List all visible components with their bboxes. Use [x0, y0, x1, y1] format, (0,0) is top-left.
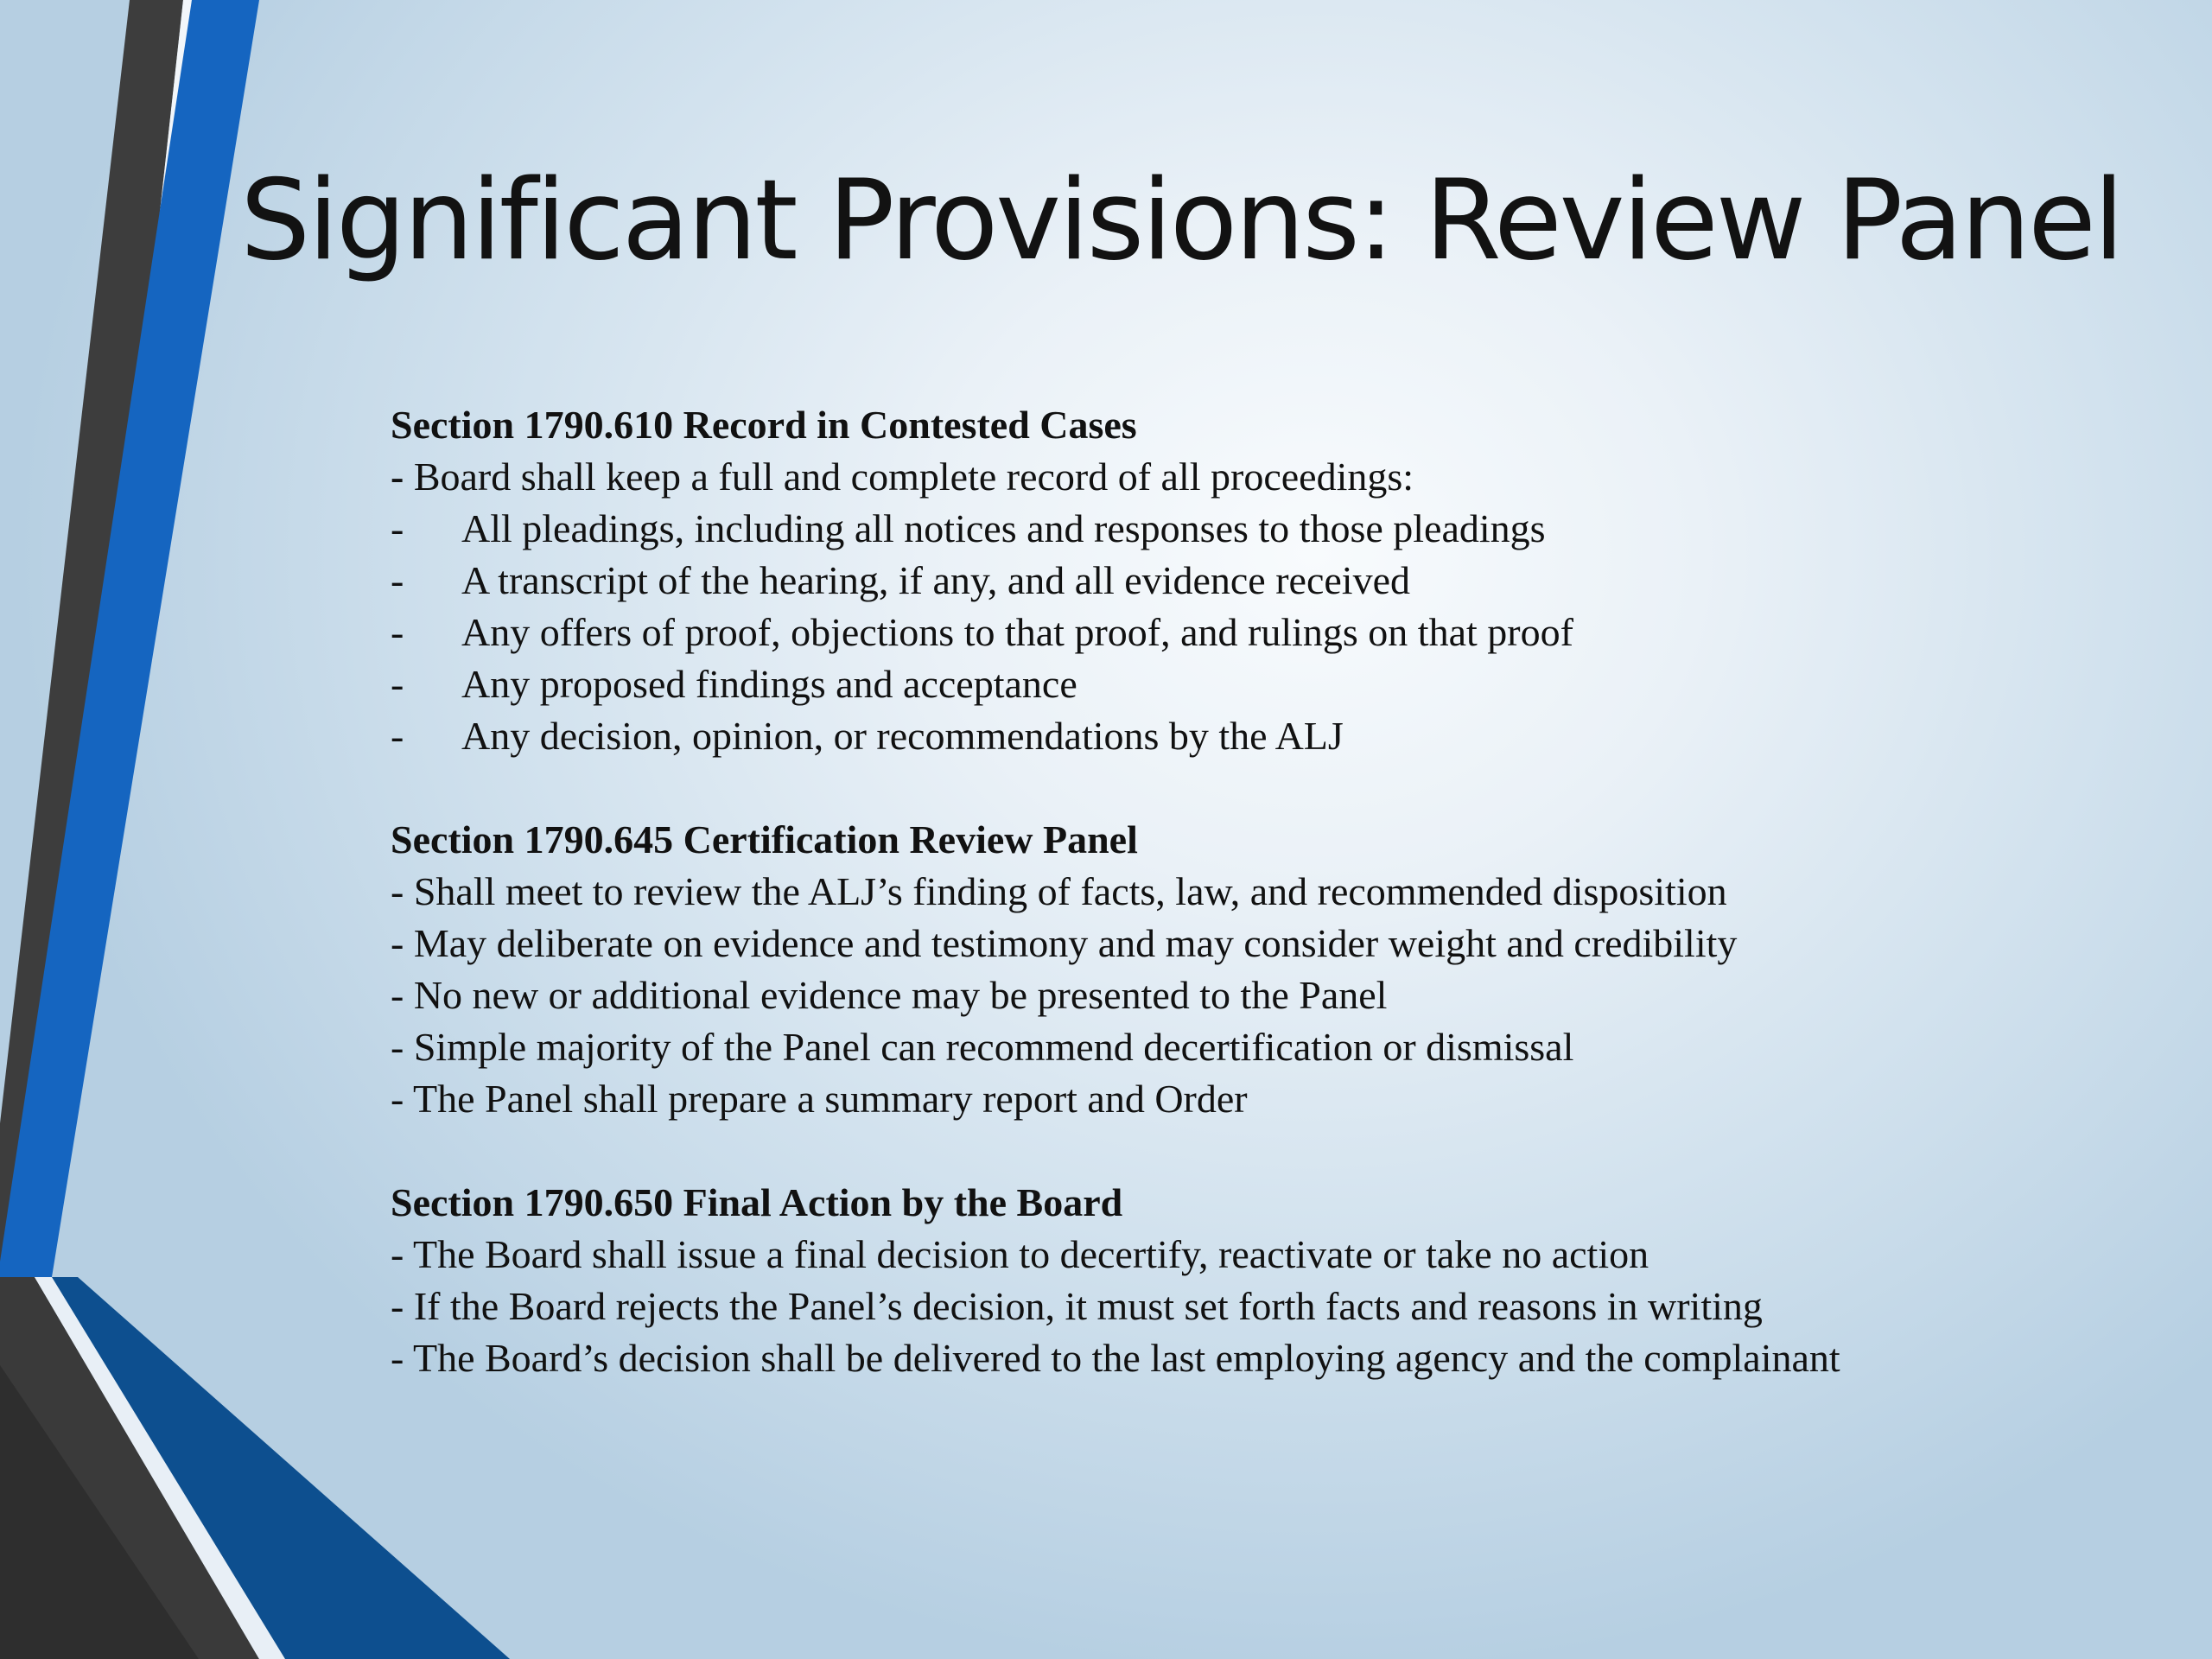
list-item: - The Panel shall prepare a summary report and Order	[391, 1077, 1248, 1121]
dash: -	[391, 454, 414, 499]
dash: -	[391, 714, 404, 758]
list-item-text: Any decision, opinion, or recommendations by the ALJ	[461, 714, 1344, 758]
dash: -	[391, 610, 404, 654]
dash: -	[391, 662, 404, 706]
list-item	[391, 555, 2119, 607]
list-item-text: Any proposed findings and acceptance	[461, 662, 1077, 706]
list-item: - The Board’s decision shall be delivered to the last employing agency and the complainant	[391, 1336, 1840, 1380]
section-1790-645	[391, 814, 2119, 1125]
list-item	[391, 607, 2119, 658]
section-1790-610	[391, 399, 2119, 762]
list-item: - No new or additional evidence may be presented to the Panel	[391, 973, 1388, 1017]
list-item	[391, 658, 2119, 710]
dash: -	[391, 558, 404, 602]
list-item-text: All pleadings, including all notices and responses to those pleadings	[461, 506, 1546, 550]
section-heading: Section 1790.650 Final Action by the Board	[391, 1180, 1123, 1224]
list-item	[391, 503, 2119, 555]
slide-title: Significant Provisions: Review Panel	[240, 156, 2122, 285]
list-item: - Shall meet to review the ALJ’s finding of facts, law, and recommended disposition	[391, 869, 1727, 913]
list-item-text: A transcript of the hearing, if any, and all evidence received	[461, 558, 1410, 602]
section-heading: Section 1790.645 Certification Review Panel	[391, 817, 1138, 861]
section-intro-text: Board shall keep a full and complete record of all proceedings:	[413, 454, 1414, 499]
list-item	[391, 710, 2119, 762]
list-item: - The Board shall issue a final decision to decertify, reactivate or take no action	[391, 1232, 1649, 1276]
list-item: - Simple majority of the Panel can recommend decertification or dismissal	[391, 1025, 1574, 1069]
section-intro	[391, 451, 2119, 503]
slide-body	[391, 399, 2119, 1436]
list-item: - If the Board rejects the Panel’s decision, it must set forth facts and reasons in writing	[391, 1284, 1763, 1328]
section-heading: Section 1790.610 Record in Contested Cases	[391, 403, 1137, 447]
list-item: - May deliberate on evidence and testimony and may consider weight and credibility	[391, 921, 1738, 965]
section-1790-650	[391, 1177, 2119, 1384]
list-item-text: Any offers of proof, objections to that proof, and rulings on that proof	[461, 610, 1573, 654]
dash: -	[391, 506, 404, 550]
